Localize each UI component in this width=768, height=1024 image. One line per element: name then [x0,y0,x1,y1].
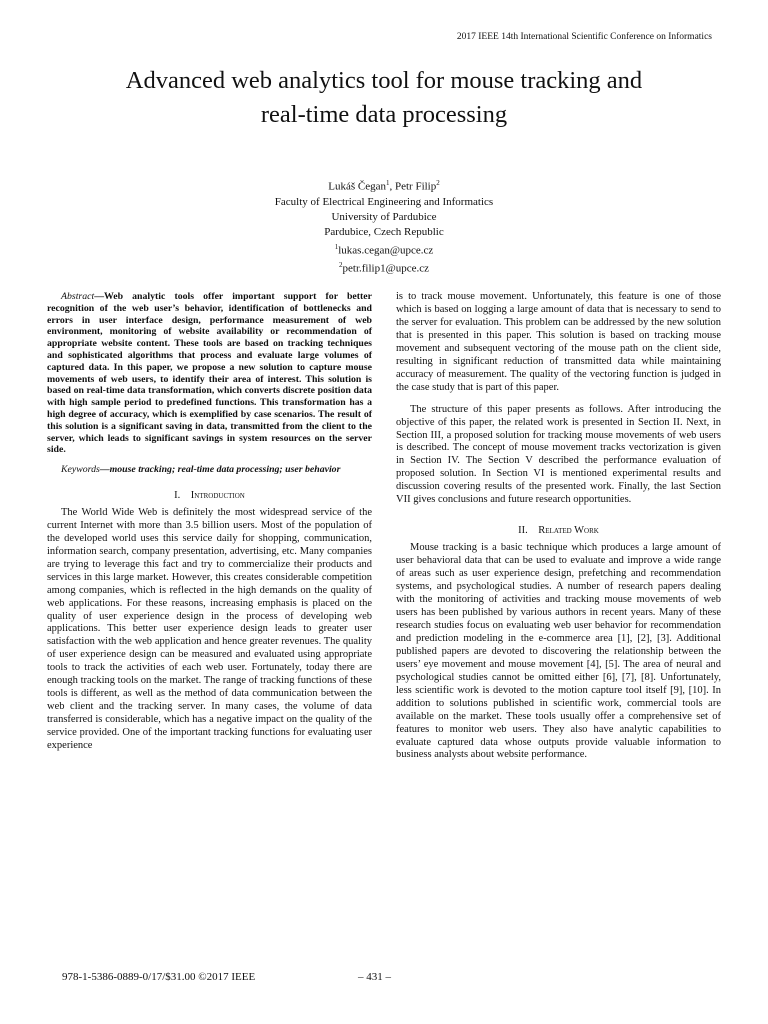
email-2-sup: 2 [339,261,343,270]
affiliation: Faculty of Electrical Engineering and Informatics [274,195,494,208]
keywords-text: —mouse tracking; real-time data processing; user behavior [99,464,341,476]
author-separator: , [389,180,395,193]
section-2-heading [396,525,721,538]
section-1-paragraph-1-continued: is to track mouse movement. Unfortunately, this feature is one of those which is based on logging a large amount of data that is necessary to send to the server for evaluation. This problem can be addressed by the new solution that is presented in this paper. This solution is based on tracking mouse movement and subsequent vectoring of the mouse path on the client side, resulting in significant reduction of transmitted data while maintaining accuracy of measurement. The quality of the vectoring function is judged in the case study that is part of this paper. [396,291,721,393]
section-1-title: Introduction [190,489,245,501]
title-line-2: real-time data processing [260,101,508,128]
keywords-label: Keywords [61,464,100,476]
email-1-sup: 1 [334,242,339,251]
footer-page-number: – 431 – [358,971,391,983]
email-1-text: lukas.cegan@upce.cz [338,244,434,257]
author-2-sup: 2 [436,179,440,187]
section-1-paragraph-1: The World Wide Web is definitely the most widespread service of the current Internet with more than 3.5 billion users. Most of the population of the developed world uses this service daily for shopping, communication, information search, company presentation, advertising, etc. Many companies are trying to leverage this fact and try to commercialize their products and services in this large market. However, this creates considerable competition among companies, which is reflected in the high demands on the quality of web applications. For these reasons, increasing emphasis is placed on the quality of user experience design in the process of developing web applications. This better user experience design leads to greater user satisfaction with the web application and hence greater revenues. The quality of user experience design can be measured and evaluated using appropriate tools to track the activities of each web user. Fortunately, today there are enough tracking tools on the market. The range of tracking functions of these tools is different, as well as the method of data communication between the web client and the tracking server. In many cases, the volume of data transferred is considerable, which has a negative impact on the quality of the service provided. One of the important tracking functions for evaluating user experience [47,506,372,752]
author-1-sup: 1 [385,179,390,187]
title-line-1: Advanced web analytics tool for mouse tracking and [125,67,643,94]
section-1-paragraph-2: The structure of this paper presents as follows. After introducing the objective of this paper, the related work is presented in Section II. Next, in Section III, a proposed solution for tracking mouse movements of web users is described. The concept of mouse movement tracks vectorization is given in Section IV. The Section V described the performance evaluation of proposed solution. In Section VI is mentioned experimental results and discussion covering results of the presented work. Finally, the last Section VII gives conclusions and future research opportunities. [396,403,721,506]
section-1-heading [47,490,372,503]
email-2-text: petr.filip1@upce.cz [342,262,429,275]
section-1-number: I. [174,489,181,501]
section-2-title: Related Work [538,525,599,537]
abstract [47,291,372,456]
section-2-paragraph-1: Mouse tracking is a basic technique which produces a large amount of user behavioral data that can be used to evaluate and improve a wide range of areas such as user experience design, prefetching and recommendation systems, and psychological studies. A number of research papers dealing with the monitoring of activities and tracking mouse movements of web users has been published by various authors in recent years. Many of these research studies focus on evaluating web user behavior for recommendation and prediction modeling in the e-commerce area [1], [2], [3]. Additional published papers are devoted to discovering the relationship between the users’ eye movement and mouse movement [4], [5]. The area of neural and psychological studies cannot be omitted either [6], [7], [8]. Unfortunately, less scientific work is devoted to the motion capture tool itself [9], [10]. In addition to solutions published in scientific work, commercial tools are available on the market. These tools usually offer a comprehensive set of features to monitor web users. They also have analytic capabilities to evaluate captured data whose outputs provide valuable information to business analysts about website performance. [396,542,721,761]
author-1: Lukáš Čegan [328,180,386,193]
footer-isbn: 978-1-5386-0889-0/17/$31.00 ©2017 IEEE [62,971,256,983]
right-column [396,291,721,762]
email-1 [0,240,768,259]
left-column [47,291,372,753]
location: Pardubice, Czech Republic [324,225,444,238]
email-2 [0,258,768,277]
university: University of Pardubice [331,210,437,223]
conference-header: 2017 IEEE 14th International Scientific Conference on Informatics [456,32,712,42]
keywords [47,464,372,476]
author-names [0,176,768,195]
section-2-number: II. [518,525,528,537]
abstract-label: Abstract [61,291,95,302]
author-block [0,176,768,277]
paper-title [40,64,728,132]
abstract-text: —Web analytic tools offer important support for better recognition of the web user’s behavior, identification of bottlenecks and errors in user interface design, performance measurement of web environment, monitoring of website availability or recommendation of appropriate website content. These tools are based on tracking techniques and sophisticated algorithms that process and evaluate large volumes of captured data. In this paper, we propose a new solution to capture mouse movements of web users, to identify their area of interest. This solution is based on real-time data transformation, which converts discrete position data with high sample period to predefined functions. This transformation has a high degree of accuracy, which is exemplified by case scenarios. The result of this solution is a significant saving in data, transmitted from the client to the server, which leads to significant savings in system resources on the server side. [47,291,372,456]
author-2: Petr Filip [394,180,437,193]
